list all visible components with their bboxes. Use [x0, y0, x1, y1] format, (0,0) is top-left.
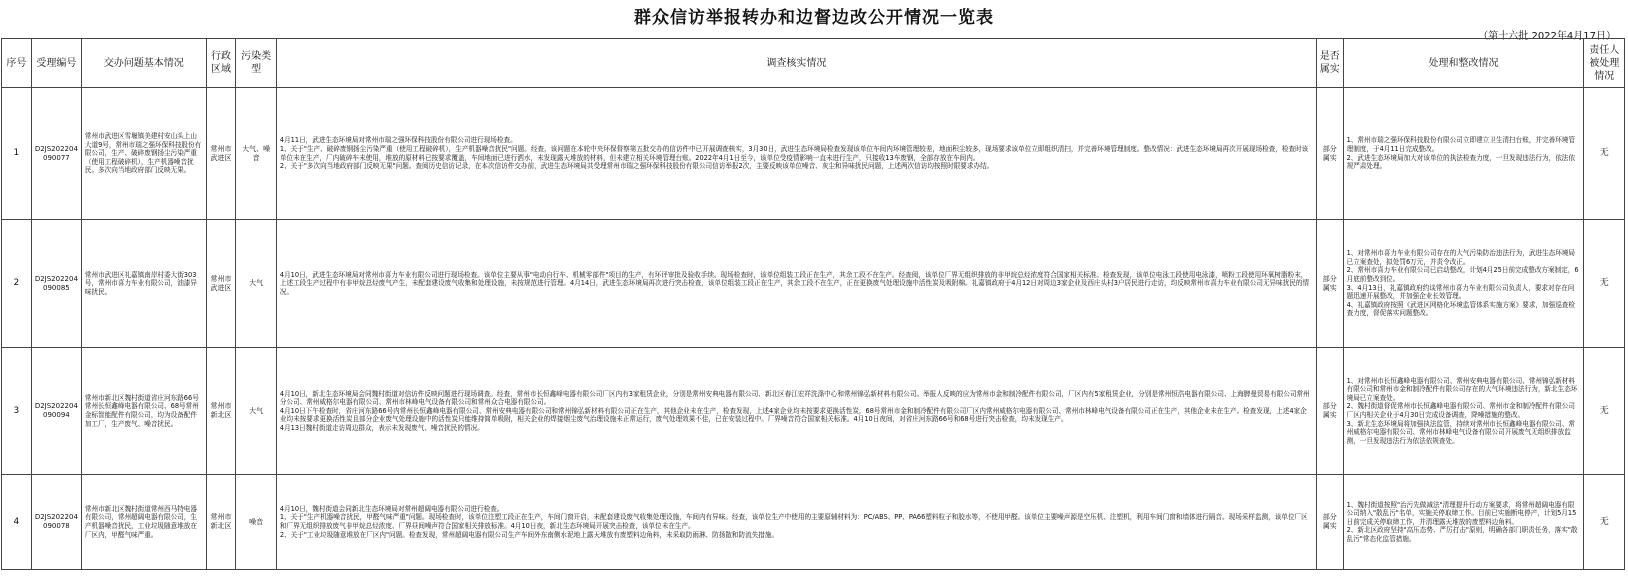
row-investigation	[276, 220, 1316, 348]
table-row	[2, 220, 1625, 348]
row-issue: 常州市新北区魏村街道常州西马特电器有限公司，常州超阔电器有限公司，生产机器噪音扰民，工业垃圾随意堆放在厂区内，甲醛气味严重。	[81, 475, 206, 570]
row-district: 常州市武进区	[206, 88, 236, 220]
handling-para: 1、魏村街道按照"治污先做减法"清理提升行动方案要求，将常州超阔电器有限公司纳入"散乱污"名单，实施关停取缔工作。目前已实施断电停产，计划5月15日前完成关停取缔工作，并清理露天堆放的废塑料边角料。	[1346, 500, 1577, 526]
row-id: D2JS202204090094	[31, 348, 81, 475]
header-responsible: 责任人被处理情况	[1584, 39, 1625, 88]
table-row	[2, 88, 1625, 220]
header-investigation: 调查核实情况	[276, 39, 1316, 88]
row-district: 常州市新北区	[206, 475, 236, 570]
row-responsible: 无	[1584, 220, 1625, 348]
row-investigation	[276, 348, 1316, 475]
row-handling	[1343, 475, 1584, 570]
row-handling	[1343, 88, 1584, 220]
row-district: 常州市武进区	[206, 220, 236, 348]
handling-para: 2、新北区政府坚持"高压态势、严厉打击"原则，明确各部门职责任务，落实"散乱污"常态化监管措施。	[1346, 526, 1578, 543]
investigation-para: 1、关于"生产、破碎废钢扬尘污染严重（使用工程破碎机），生产机器噪音扰民"问题。经查，该问题在本轮中央环保督察第五批交办的信访件中已开展调查核实，3月30日，武进生态环境局检查发现该单位车间内环境管理较差，地面积尘较多，现场要求该单位立即组织清扫，并完善环境管理制度。整改情况：武进生态环境局再次开展现场检查，检查时该单位未在生产，厂内破碎车未使用，堆放的原材料已按要求覆盖，车间地面已进行洒水，未发现露天堆放的材料，但未建立相关环境管理台账。2022年4月1日至今，该单位受疫情影响一直未进行生产，只接收13车废钢，全部存放在车间内。	[279, 144, 1309, 162]
investigation-para: 1、关于"生产机器噪音扰民，甲醛气味严重"问题。现场检查时，该单位注塑工段正在生产，车间门窗开启，未配套建设废气收集处理设施，车间内有异味。经查，该单位生产中使用的主要原辅材料为：PC/ABS、PP、PA66塑料粒子和胶水等，不使用甲醛。该单位主要噪声源是空压机、注塑机，利用车间门窗和墙体进行隔音。现场采样监测，该单位厂区和厂界无组织排放废气非甲烷总烃浓度、厂界昼间噪声符合国家相关排放标准。4月10日夜，新北生态环境局开展突击检查，该单位未在生产。	[279, 513, 1308, 530]
page-title: 群众信访举报转办和边督边改公开情况一览表	[634, 8, 994, 28]
header-pollution: 污染类型	[236, 39, 276, 88]
header-verified: 是否属实	[1316, 39, 1343, 88]
investigation-para: 4月10日下午检查时，省庄河东路66号内常州长恒鑫峰电器有限公司、常州安典电器有限公司和常州锦弘新材料有限公司正在生产，其他企业未在生产，检查发现，上述4家企业均未按要求更换活性炭，68号常州市金和制冷配件有限公司厂区内常州威格尔电器有限公司、常州市林峰电气设备有限公司正在生产，其他企业未在生产。检查发现，上述4家企业均未按要求更换活性炭且部分企业废气处理设施中的活性炭只能维持简单吸附，相关企业的焊接烟尘废气治理设施未正常运行，废气处理效果不佳，已在安装过程中。厂界噪音符合国家相关标准。4月10日夜间，对省庄河东路66号和68号进行突击检查，均未发现生产。	[279, 406, 1307, 424]
header-seq: 序号	[2, 39, 32, 88]
row-issue: 常州市武进区雪堰镇美建村安山头上山大道9号，常州市瑞之强环保科技股份有限公司，生产、破碎废钢扬尘污染严重（使用工程破碎机），生产机器噪音扰民。多次向当地政府部门反映无果。	[81, 88, 206, 220]
row-id: D2JS202204090078	[31, 475, 81, 570]
row-pollution: 噪音	[236, 475, 276, 570]
row-investigation	[276, 88, 1316, 220]
batch-date: （第十六批 2022年4月17日）	[1478, 31, 1616, 42]
handling-para: 1、对常州市喜力车业有限公司存在的大气污染防治违法行为，武进生态环境局已立案查处，拟处罚6万元，并责令改正。	[1346, 249, 1575, 266]
handling-para: 1、常州市瑞之强环保科技股份有限公司立即建立卫生清扫台账，并完善环境管理制度，于4月11日完成整改。	[1346, 136, 1575, 153]
row-district: 常州市新北区	[206, 348, 236, 475]
investigation-para: 4月10日，新北生态环境局会同魏村街道对信访件反映问题进行现场调查。经查，常州市长恒鑫峰电器有限公司厂区内有3家租赁企业，分别是常州安典电器有限公司、新北区春江宏祥洗涤中心和常州锦弘新材料有限公司。举报人反映的应为常州市金和制冷配件有限公司，厂区内有5家租赁企业，分别是常州恒浩电器有限公司、上海脾曼贸易有限公司常州分公司、常州威格尔电器有限公司、常州市林峰电气设备有限公司和常州众合电器有限公司。	[279, 389, 1310, 407]
row-investigation	[276, 475, 1316, 570]
handling-para: 2、常州市喜力车业有限公司已启动整改，计划4月25日前完成整改方案制定，6月底前整改到位。	[1346, 266, 1579, 283]
row-issue: 常州市新北区魏村街道省庄河东路66号常州长恒鑫峰电器有限公司、68号常州金标智能配件有限公司，均为设备配件加工厂，生产废气、噪音扰民。	[81, 348, 206, 475]
investigation-para: 2、关于"多次向当地政府部门反映无果"问题。查阅历史信访记录，在本次信访件交办前，武进生态环境局共受理常州市瑞之强环保科技股份有限公司信访举报2次，主要反映该单位噪音、灰尘和异味扰民问题，上述两次信访均按照时限要求办结。	[279, 162, 994, 171]
row-responsible: 无	[1584, 475, 1625, 570]
row-handling	[1343, 348, 1584, 475]
header-handling: 处理和整改情况	[1343, 39, 1584, 88]
handling-para: 2、魏村街道督促常州市长恒鑫峰电器有限公司、常州市金和制冷配件有限公司厂区内相关企业于4月30日完成设备调查，降噪措施的整改。	[1346, 402, 1575, 419]
header-id: 受理编号	[31, 39, 81, 88]
row-responsible: 无	[1584, 88, 1625, 220]
row-verified: 部分属实	[1316, 348, 1343, 475]
row-verified: 部分属实	[1316, 475, 1343, 570]
investigation-para: 4月11日，武进生态环境局对常州市瑞之强环保科技股份有限公司进行现场检查。	[279, 136, 517, 145]
row-verified: 部分属实	[1316, 220, 1343, 348]
petition-table	[1, 38, 1625, 570]
handling-para: 3、新北生态环境局将加强执法监管，持续对常州市长恒鑫峰电器有限公司、常州威格尔电器有限公司、常州市林峰电气设备有限公司开展废气无组织排放监测，一旦发现违法行为依法依规查处。	[1346, 419, 1575, 445]
handling-para: 1、对常州市长恒鑫峰电器有限公司、常州安典电器有限公司、常州锦弘新材料有限公司和常州市金和制冷配件有限公司存在的大气环境违法行为，新北生态环境局已立案查处。	[1346, 376, 1578, 402]
row-seq: 1	[2, 88, 32, 220]
row-verified: 部分属实	[1316, 88, 1343, 220]
row-responsible: 无	[1584, 348, 1625, 475]
handling-para: 3、4月13日，礼嘉镇政府约谈常州市喜力车业有限公司负责人，要求对存在问题迅速开展整改，并加强企业长效管理。	[1346, 283, 1575, 301]
row-seq: 4	[2, 475, 32, 570]
row-pollution: 大气	[236, 220, 276, 348]
investigation-para: 2、关于"工业垃圾随意堆放在厂区内"问题。检查发现，常州超阔电器有限公司生产车间外东南侧水泥地上露天堆放有废塑料边角料，未采取防雨淋、防扬散和防流失措施。	[279, 530, 779, 539]
row-issue: 常州市武进区礼嘉镇南岸村委大街303号，常州市喜力车业有限公司，油漆异味扰民。	[81, 220, 206, 348]
row-id: D2JS202204090085	[31, 220, 81, 348]
table-row	[2, 475, 1625, 570]
row-seq: 3	[2, 348, 32, 475]
row-id: D2JS202204090077	[31, 88, 81, 220]
row-pollution: 大气	[236, 348, 276, 475]
table-header-row	[2, 39, 1625, 88]
handling-para: 4、礼嘉镇政府按照《武进区网格化环境监管体系实施方案》要求，加强巡查检查力度，督促落实问题整改。	[1346, 300, 1575, 318]
handling-para: 2、武进生态环境局加大对该单位的执法检查力度，一旦发现违法行为，依法依规严肃处理。	[1346, 153, 1575, 171]
row-seq: 2	[2, 220, 32, 348]
investigation-para: 4月13日魏村街道走访周边群众，表示未发现废气、噪音扰民的情况。	[279, 423, 484, 432]
header-issue: 交办问题基本情况	[81, 39, 206, 88]
table-row	[2, 348, 1625, 475]
row-pollution: 大气、噪音	[236, 88, 276, 220]
investigation-para: 4月10日，武进生态环境局对常州市喜力车业有限公司进行现场检查。该单位主要从事"电动自行车、机械零部件"项目的生产，有环评审批及验收手续。现场检查时，该单位组装工段正在生产，其余工段不在生产。经查阅，该单位厂界无组织排放的非甲烷总烃浓度符合国家相关标准。检查发现，该单位电泳工段使用电泳漆，喷粉工段使用环氧树脂粉末，上述工段生产过程中有非甲烷总烃废气产生，未配套建设废气收集和处理设施，未按规范进行管理。4月14日，武进生态环境局再次进行突击检查，该单位组装工段正在生产，其余工段不在生产，正在更换废气处理设施中活性炭及吸附棉。礼嘉镇政府于4月12日对周边3家企业及西庄头村3户居民进行走访，均反映常州市喜力车业有限公司无异味扰民的情况。	[279, 270, 1310, 296]
header-district: 行政区域	[206, 39, 236, 88]
row-handling	[1343, 220, 1584, 348]
investigation-para: 4月10日，魏村街道会同新北生态环境局对常州超阔电器有限公司进行检查。	[279, 504, 504, 513]
